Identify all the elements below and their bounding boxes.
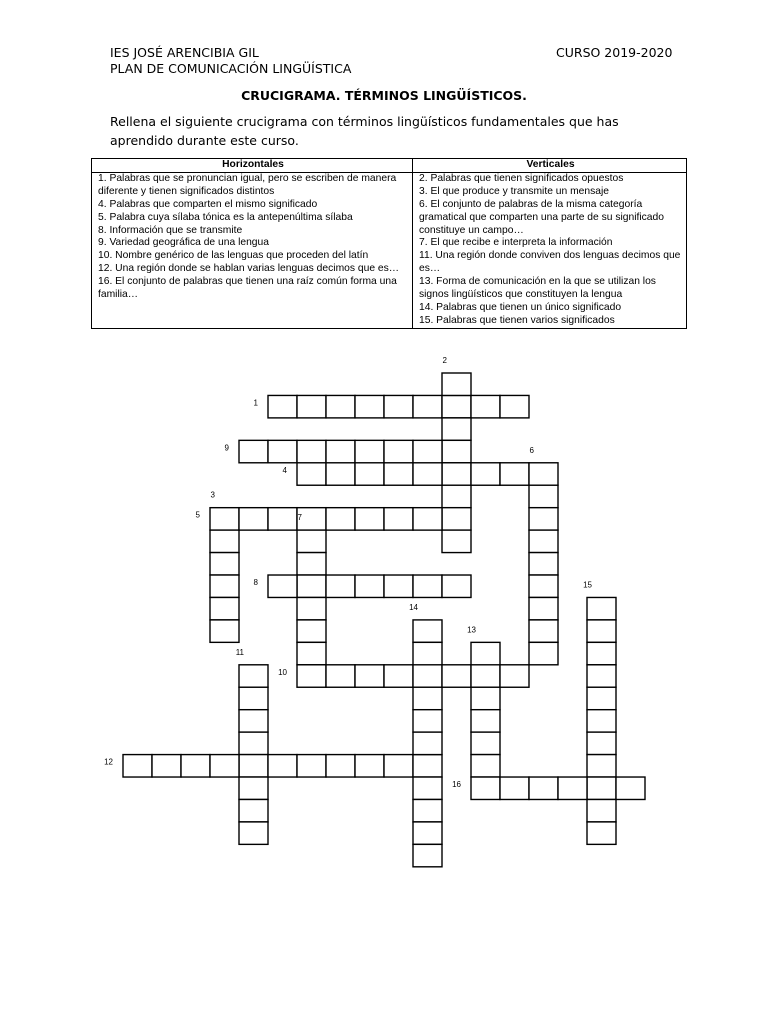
crossword-cell[interactable] bbox=[529, 463, 558, 485]
course-year: CURSO 2019-2020 bbox=[556, 45, 673, 60]
crossword-cell[interactable] bbox=[529, 575, 558, 597]
crossword-cell[interactable] bbox=[413, 575, 442, 597]
clue-v3: 3. El que produce y transmite un mensaje bbox=[419, 185, 610, 197]
crossword-cell[interactable] bbox=[297, 463, 326, 485]
crossword-cell[interactable] bbox=[326, 755, 355, 777]
crossword-cell[interactable] bbox=[442, 485, 471, 507]
clue-h12: 12. Una región donde se hablan varias lenguas decimos que es… bbox=[98, 263, 400, 275]
crossword-cell[interactable] bbox=[355, 463, 384, 485]
clue-v7: 7. El que recibe e interpreta la información bbox=[419, 237, 613, 249]
crossword-cell[interactable] bbox=[210, 553, 239, 575]
clue-number-5: 5 bbox=[195, 510, 200, 520]
crossword-cell[interactable] bbox=[239, 665, 268, 687]
crossword-cell[interactable] bbox=[442, 373, 471, 395]
crossword-cell[interactable] bbox=[384, 463, 413, 485]
crossword-cell[interactable] bbox=[268, 755, 297, 777]
crossword-cell[interactable] bbox=[210, 597, 239, 619]
clue-v6: 6. El conjunto de palabras de la misma categoría gramatical que comparten una parte de su significado constituye un campo… bbox=[419, 198, 664, 236]
clue-number-10: 10 bbox=[278, 667, 287, 677]
crossword-cell[interactable] bbox=[587, 799, 616, 821]
crossword-cell[interactable] bbox=[297, 395, 326, 417]
crossword-cell[interactable] bbox=[413, 620, 442, 642]
crossword-cell[interactable] bbox=[442, 575, 471, 597]
crossword-cell[interactable] bbox=[384, 665, 413, 687]
crossword-cell[interactable] bbox=[239, 822, 268, 844]
crossword-cell[interactable] bbox=[239, 687, 268, 709]
crossword-cell[interactable] bbox=[587, 665, 616, 687]
crossword-cell[interactable] bbox=[471, 395, 500, 417]
crossword-cell[interactable] bbox=[413, 822, 442, 844]
crossword-cell[interactable] bbox=[442, 395, 471, 417]
clue-v11: 11. Una región donde conviven dos lenguas decimos que es… bbox=[419, 250, 681, 275]
crossword-cell[interactable] bbox=[413, 395, 442, 417]
crossword-cell[interactable] bbox=[326, 463, 355, 485]
crossword-cell[interactable] bbox=[529, 597, 558, 619]
clue-number-6: 6 bbox=[529, 445, 534, 455]
crossword-cell[interactable] bbox=[355, 665, 384, 687]
crossword-cell[interactable] bbox=[529, 485, 558, 507]
crossword-cell[interactable] bbox=[587, 687, 616, 709]
clue-h4: 4. Palabras que comparten el mismo significado bbox=[98, 198, 318, 210]
crossword-cell[interactable] bbox=[239, 710, 268, 732]
crossword-cell[interactable] bbox=[297, 553, 326, 575]
crossword-cell[interactable] bbox=[442, 463, 471, 485]
crossword-cell[interactable] bbox=[587, 597, 616, 619]
crossword-cell[interactable] bbox=[297, 575, 326, 597]
crossword-cell[interactable] bbox=[239, 755, 268, 777]
clue-number-11: 11 bbox=[235, 647, 244, 657]
crossword-cell[interactable] bbox=[413, 844, 442, 866]
clue-number-1: 1 bbox=[253, 398, 258, 408]
crossword-cell[interactable] bbox=[616, 777, 645, 799]
crossword-cell[interactable] bbox=[587, 822, 616, 844]
crossword-cell[interactable] bbox=[297, 440, 326, 462]
crossword-cell[interactable] bbox=[587, 732, 616, 754]
crossword-cell[interactable] bbox=[529, 553, 558, 575]
crossword-cell[interactable] bbox=[529, 777, 558, 799]
crossword-cell[interactable] bbox=[587, 710, 616, 732]
crossword-cell[interactable] bbox=[471, 665, 500, 687]
crossword-cell[interactable] bbox=[413, 732, 442, 754]
crossword-cell[interactable] bbox=[152, 755, 181, 777]
crossword-cell[interactable] bbox=[471, 710, 500, 732]
crossword-cell[interactable] bbox=[297, 530, 326, 552]
crossword-cell[interactable] bbox=[210, 755, 239, 777]
crossword-cell[interactable] bbox=[471, 463, 500, 485]
crossword-cell[interactable] bbox=[355, 395, 384, 417]
clue-h1: 1. Palabras que se pronuncian igual, pero se escriben de manera diferente y tienen significados distintos bbox=[98, 172, 397, 197]
clue-v2: 2. Palabras que tienen significados opuestos bbox=[419, 172, 624, 184]
clue-h5: 5. Palabra cuya sílaba tónica es la antepenúltima sílaba bbox=[98, 211, 353, 223]
clue-h10: 10. Nombre genérico de las lenguas que proceden del latín bbox=[98, 250, 369, 262]
crossword-cell[interactable] bbox=[529, 620, 558, 642]
crossword-cell[interactable] bbox=[471, 732, 500, 754]
crossword-cell[interactable] bbox=[413, 463, 442, 485]
crossword-cell[interactable] bbox=[529, 642, 558, 664]
crossword-cell[interactable] bbox=[413, 440, 442, 462]
crossword-cell[interactable] bbox=[413, 777, 442, 799]
crossword-cell[interactable] bbox=[210, 620, 239, 642]
clue-h8: 8. Información que se transmite bbox=[98, 224, 243, 236]
crossword-cell[interactable] bbox=[210, 530, 239, 552]
crossword-cell[interactable] bbox=[268, 440, 297, 462]
crossword-cell[interactable] bbox=[558, 777, 587, 799]
crossword-cell[interactable] bbox=[268, 395, 297, 417]
crossword-cell[interactable] bbox=[413, 687, 442, 709]
clue-v14: 14. Palabras que tienen un único significado bbox=[419, 301, 622, 313]
crossword-cell[interactable] bbox=[181, 755, 210, 777]
crossword-cell[interactable] bbox=[587, 620, 616, 642]
clue-number-4: 4 bbox=[282, 465, 287, 475]
vertical-header: Verticales bbox=[413, 159, 687, 173]
clue-number-9: 9 bbox=[224, 443, 229, 453]
clue-number-12: 12 bbox=[104, 757, 113, 767]
clue-number-13: 13 bbox=[467, 625, 476, 635]
clue-number-3: 3 bbox=[210, 490, 215, 500]
crossword-cell[interactable] bbox=[500, 395, 529, 417]
crossword-cell[interactable] bbox=[239, 799, 268, 821]
crossword-cell[interactable] bbox=[471, 642, 500, 664]
crossword-cell[interactable] bbox=[326, 665, 355, 687]
crossword-cell[interactable] bbox=[384, 395, 413, 417]
crossword-cell[interactable] bbox=[413, 665, 442, 687]
crossword-cell[interactable] bbox=[413, 799, 442, 821]
crossword-cell[interactable] bbox=[355, 755, 384, 777]
clue-number-16: 16 bbox=[452, 780, 461, 790]
crossword-cell[interactable] bbox=[413, 710, 442, 732]
crossword-cell[interactable] bbox=[529, 530, 558, 552]
crossword-cell[interactable] bbox=[587, 755, 616, 777]
crossword-cell[interactable] bbox=[442, 418, 471, 440]
crossword-cell[interactable] bbox=[326, 440, 355, 462]
crossword-cell[interactable] bbox=[297, 755, 326, 777]
crossword-cell[interactable] bbox=[413, 508, 442, 530]
crossword-cell[interactable] bbox=[123, 755, 152, 777]
clue-number-2: 2 bbox=[442, 356, 447, 365]
crossword-cell[interactable] bbox=[529, 508, 558, 530]
crossword-cell[interactable] bbox=[239, 440, 268, 462]
crossword-cell[interactable] bbox=[587, 777, 616, 799]
crossword-cell[interactable] bbox=[442, 530, 471, 552]
crossword-cell[interactable] bbox=[239, 777, 268, 799]
crossword-cell[interactable] bbox=[442, 508, 471, 530]
school-name: IES JOSÉ ARENCIBIA GIL bbox=[110, 45, 259, 60]
crossword-cell[interactable] bbox=[210, 508, 239, 530]
plan-name: PLAN DE COMUNICACIÓN LINGÜÍSTICA bbox=[110, 61, 352, 76]
clue-h16: 16. El conjunto de palabras que tienen una raíz común forma una familia… bbox=[98, 276, 397, 301]
crossword-cell[interactable] bbox=[500, 777, 529, 799]
crossword-cell[interactable] bbox=[442, 665, 471, 687]
crossword-cell[interactable] bbox=[355, 440, 384, 462]
crossword-cell[interactable] bbox=[297, 642, 326, 664]
crossword-cell[interactable] bbox=[239, 508, 268, 530]
crossword-cell[interactable] bbox=[500, 665, 529, 687]
crossword-cell[interactable] bbox=[239, 732, 268, 754]
clue-v13: 13. Forma de comunicación en la que se utilizan los signos lingüísticos que constituyen la lengua bbox=[419, 276, 656, 301]
crossword-cell[interactable] bbox=[326, 395, 355, 417]
clue-number-15: 15 bbox=[583, 580, 592, 590]
clue-number-14: 14 bbox=[409, 602, 418, 612]
clue-number-8: 8 bbox=[253, 578, 258, 588]
crossword-cell[interactable] bbox=[384, 508, 413, 530]
crossword-cell[interactable] bbox=[500, 463, 529, 485]
clue-number-7: 7 bbox=[297, 513, 302, 523]
clue-v15: 15. Palabras que tienen varios significados bbox=[419, 314, 615, 326]
crossword-cell[interactable] bbox=[297, 620, 326, 642]
crossword-cell[interactable] bbox=[268, 575, 297, 597]
crossword-cell[interactable] bbox=[355, 508, 384, 530]
crossword-cell[interactable] bbox=[210, 575, 239, 597]
crossword-cell[interactable] bbox=[587, 642, 616, 664]
crossword-cell[interactable] bbox=[297, 597, 326, 619]
crossword-cell[interactable] bbox=[384, 440, 413, 462]
instructions: Rellena el siguiente crucigrama con términos lingüísticos fundamentales que has aprendido durante este curso. bbox=[110, 114, 619, 148]
crossword-cell[interactable] bbox=[471, 755, 500, 777]
crossword-cell[interactable] bbox=[326, 508, 355, 530]
crossword-cell[interactable] bbox=[384, 575, 413, 597]
horizontal-header: Horizontales bbox=[92, 159, 413, 173]
crossword-cell[interactable] bbox=[297, 665, 326, 687]
crossword-cell[interactable] bbox=[442, 440, 471, 462]
crossword-cell[interactable] bbox=[471, 777, 500, 799]
crossword-cell[interactable] bbox=[413, 642, 442, 664]
crossword-cell[interactable] bbox=[355, 575, 384, 597]
crossword-cell[interactable] bbox=[268, 508, 297, 530]
crossword-cell[interactable] bbox=[471, 687, 500, 709]
clue-h9: 9. Variedad geográfica de una lengua bbox=[98, 237, 269, 249]
page-title: CRUCIGRAMA. TÉRMINOS LINGÜÍSTICOS. bbox=[241, 88, 527, 103]
crossword-cell[interactable] bbox=[413, 755, 442, 777]
crossword-cell[interactable] bbox=[326, 575, 355, 597]
crossword-cell[interactable] bbox=[384, 755, 413, 777]
